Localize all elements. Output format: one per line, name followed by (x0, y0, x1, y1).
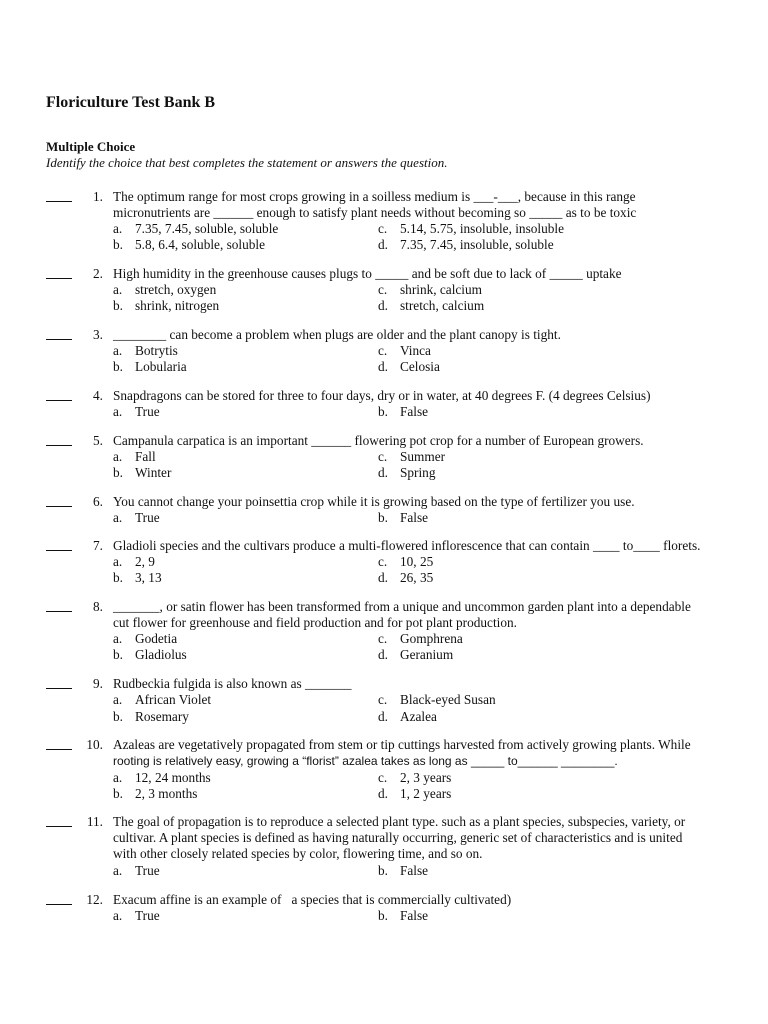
choice-a: a. Godetia (113, 631, 178, 646)
question-number: 8. (93, 599, 103, 614)
question-number: 6. (93, 494, 103, 509)
question-number: 10. (86, 737, 103, 752)
question-number: 5. (93, 433, 103, 448)
question-line: The goal of propagation is to reproduce a selected plant type. such as a plant species, subspecies, variety, or (113, 814, 686, 829)
question-line: Azaleas are vegetatively propagated from stem or tip cuttings harvested from actively growing plants. While (113, 737, 691, 752)
choice-d: d. 1, 2 years (378, 786, 452, 801)
question-text (113, 189, 738, 221)
choice-d: d. Azalea (378, 709, 437, 724)
answer-blank[interactable] (46, 814, 72, 827)
choice-b: b. Lobularia (113, 359, 187, 374)
answer-blank[interactable] (46, 189, 72, 202)
choice-a: a. Botrytis (113, 343, 178, 358)
question-line: rooting is relatively easy, growing a “florist” azalea takes as long as _____ to______ ________. (113, 754, 618, 768)
choice-b: b. 3, 13 (113, 570, 162, 585)
question-text (113, 599, 738, 631)
choice-b: b. Rosemary (113, 709, 189, 724)
question-text (113, 433, 738, 449)
choice-c: c. 2, 3 years (378, 770, 452, 785)
question-number: 9. (93, 676, 103, 691)
choice-d: d. Spring (378, 465, 436, 480)
question-line: with other closely related species by color, flowering time, and so on. (113, 846, 483, 861)
choice-b: b. False (378, 404, 429, 419)
question-text (113, 327, 738, 343)
question-line: High humidity in the greenhouse causes plugs to _____ and be soft due to lack of _____ uptake (113, 266, 622, 281)
question-number: 12. (86, 892, 103, 907)
choice-b: b. shrink, nitrogen (113, 298, 220, 313)
question-text (113, 676, 738, 692)
choice-a: a. True (113, 863, 160, 878)
question-text (113, 737, 738, 769)
choice-b: b. Winter (113, 465, 172, 480)
question-number: 3. (93, 327, 103, 342)
question-text (113, 494, 738, 510)
choice-a: a. True (113, 510, 160, 525)
answer-blank[interactable] (46, 599, 72, 612)
choice-a: a. 2, 9 (113, 554, 155, 569)
question-line: _______, or satin flower has been transformed from a unique and uncommon garden plant into a dependable (113, 599, 691, 614)
question-number: 4. (93, 388, 103, 403)
question-line: Campanula carpatica is an important ______ flowering pot crop for a number of European growers. (113, 433, 644, 448)
choice-a: a. 12, 24 months (113, 770, 211, 785)
choice-c: c. Summer (378, 449, 446, 464)
choice-d: d. 7.35, 7.45, insoluble, soluble (378, 237, 554, 252)
question-line: You cannot change your poinsettia crop while it is growing based on the type of fertilizer you use. (113, 494, 635, 509)
question-line: cultivar. A plant species is defined as having naturally occurring, generic set of characteristics and is united (113, 830, 683, 845)
answer-blank[interactable] (46, 538, 72, 551)
choice-a: a. True (113, 404, 160, 419)
question-text (113, 538, 738, 554)
question-text (113, 814, 738, 862)
question-text (113, 892, 738, 908)
choice-b: b. 2, 3 months (113, 786, 198, 801)
choice-b: b. False (378, 908, 429, 923)
choice-b: b. 5.8, 6.4, soluble, soluble (113, 237, 266, 252)
question-line: Gladioli species and the cultivars produce a multi-flowered inflorescence that can contain ____ to____ florets. (113, 538, 701, 553)
choice-c: c. Vinca (378, 343, 431, 358)
answer-blank[interactable] (46, 494, 72, 507)
instructions: Identify the choice that best completes the statement or answers the question. (46, 155, 448, 170)
choice-d: d. stretch, calcium (378, 298, 485, 313)
question-number: 1. (93, 189, 103, 204)
choice-a: a. stretch, oxygen (113, 282, 217, 297)
question-number: 2. (93, 266, 103, 281)
choice-c: c. shrink, calcium (378, 282, 482, 297)
choice-d: d. Celosia (378, 359, 440, 374)
question-line: Exacum affine is an example of a species that is commercially cultivated) (113, 892, 512, 907)
question-line: Rudbeckia fulgida is also known as _______ (113, 676, 352, 691)
question-number: 11. (86, 814, 103, 829)
choice-b: b. Gladiolus (113, 647, 187, 662)
question-line: ________ can become a problem when plugs are older and the plant canopy is tight. (113, 327, 561, 342)
answer-blank[interactable] (46, 892, 72, 905)
question-number: 7. (93, 538, 103, 553)
answer-blank[interactable] (46, 737, 72, 750)
choice-d: d. 26, 35 (378, 570, 434, 585)
section-title: Multiple Choice (46, 139, 136, 154)
choice-d: d. Geranium (378, 647, 454, 662)
choice-a: a. True (113, 908, 160, 923)
choice-c: c. 5.14, 5.75, insoluble, insoluble (378, 221, 564, 236)
answer-blank[interactable] (46, 266, 72, 279)
question-line: cut flower for greenhouse and field production and for pot plant production. (113, 615, 517, 630)
answer-blank[interactable] (46, 676, 72, 689)
question-line: micronutrients are ______ enough to satisfy plant needs without becoming so _____ as to be toxic (113, 205, 637, 220)
question-text (113, 388, 738, 404)
choice-c: c. Gomphrena (378, 631, 463, 646)
question-text (113, 266, 738, 282)
answer-blank[interactable] (46, 327, 72, 340)
question-line: The optimum range for most crops growing in a soilless medium is ___-___, because in this range (113, 189, 636, 204)
choice-c: c. Black-eyed Susan (378, 692, 496, 707)
choice-a: a. African Violet (113, 692, 212, 707)
choice-c: c. 10, 25 (378, 554, 434, 569)
page-title: Floriculture Test Bank B (46, 94, 216, 111)
choice-a: a. Fall (113, 449, 156, 464)
answer-blank[interactable] (46, 433, 72, 446)
choice-a: a. 7.35, 7.45, soluble, soluble (113, 221, 279, 236)
choice-b: b. False (378, 863, 429, 878)
question-line: Snapdragons can be stored for three to four days, dry or in water, at 40 degrees F. (4 degrees Celsius) (113, 388, 651, 403)
choice-b: b. False (378, 510, 429, 525)
answer-blank[interactable] (46, 388, 72, 401)
